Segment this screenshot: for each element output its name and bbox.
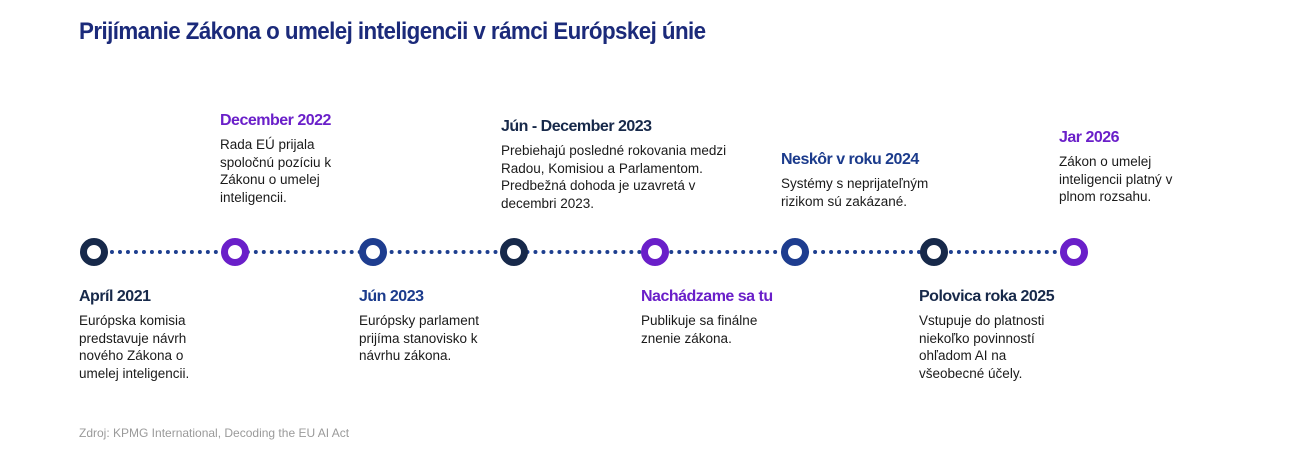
event-title: Jar 2026 (1059, 129, 1120, 146)
event-later-2024 (781, 150, 956, 210)
source-note: Zdroj: KPMG International, Decoding the EU AI Act (79, 426, 350, 440)
timeline-node-2 (221, 238, 249, 266)
event-title: Neskôr v roku 2024 (781, 151, 919, 168)
event-description: Rada EÚ prijala spoločnú pozíciu k Zákonu o umelej inteligencii. (220, 137, 332, 205)
event-jun-2023 (359, 287, 499, 365)
event-title: Polovica roka 2025 (919, 288, 1055, 305)
event-title: Jún 2023 (359, 288, 424, 305)
timeline-node-6 (781, 238, 809, 266)
event-title: Apríl 2021 (79, 288, 151, 305)
event-title: Jún - December 2023 (501, 118, 652, 135)
event-description: Publikuje sa finálne znenie zákona. (641, 313, 758, 346)
timeline-node-3 (359, 238, 387, 266)
event-description: Prebiehajú posledné rokovania medzi Radou, Komisiou a Parlamentom. Predbežná dohoda je uzavretá v decembri 2023. (501, 143, 727, 211)
page-title: Prijímanie Zákona o umelej inteligencii v rámci Európskej únie (79, 18, 706, 45)
event-description: Európska komisia predstavuje návrh nového Zákona o umelej inteligencii. (79, 313, 190, 381)
timeline-node-5 (641, 238, 669, 266)
timeline-node-8 (1060, 238, 1088, 266)
event-december-2022 (220, 111, 350, 206)
event-mid-2025 (919, 287, 1069, 382)
event-april-2021 (79, 287, 209, 382)
timeline-node-1 (80, 238, 108, 266)
event-description: Vstupuje do platnosti niekoľko povinností ohľadom AI na všeobecné účely. (919, 313, 1045, 381)
event-description: Systémy s neprijateľným rizikom sú zakázané. (781, 176, 929, 209)
event-nachadzame-sa-tu (641, 287, 781, 347)
timeline-node-7 (920, 238, 948, 266)
event-spring-2026 (1059, 128, 1194, 206)
event-description: Zákon o umelej inteligencii platný v plnom rozsahu. (1059, 154, 1173, 204)
event-title: December 2022 (220, 112, 331, 129)
timeline-node-4 (500, 238, 528, 266)
event-title: Nachádzame sa tu (641, 288, 773, 305)
event-jun-december-2023 (501, 117, 736, 212)
event-description: Európsky parlament prijíma stanovisko k návrhu zákona. (359, 313, 480, 363)
